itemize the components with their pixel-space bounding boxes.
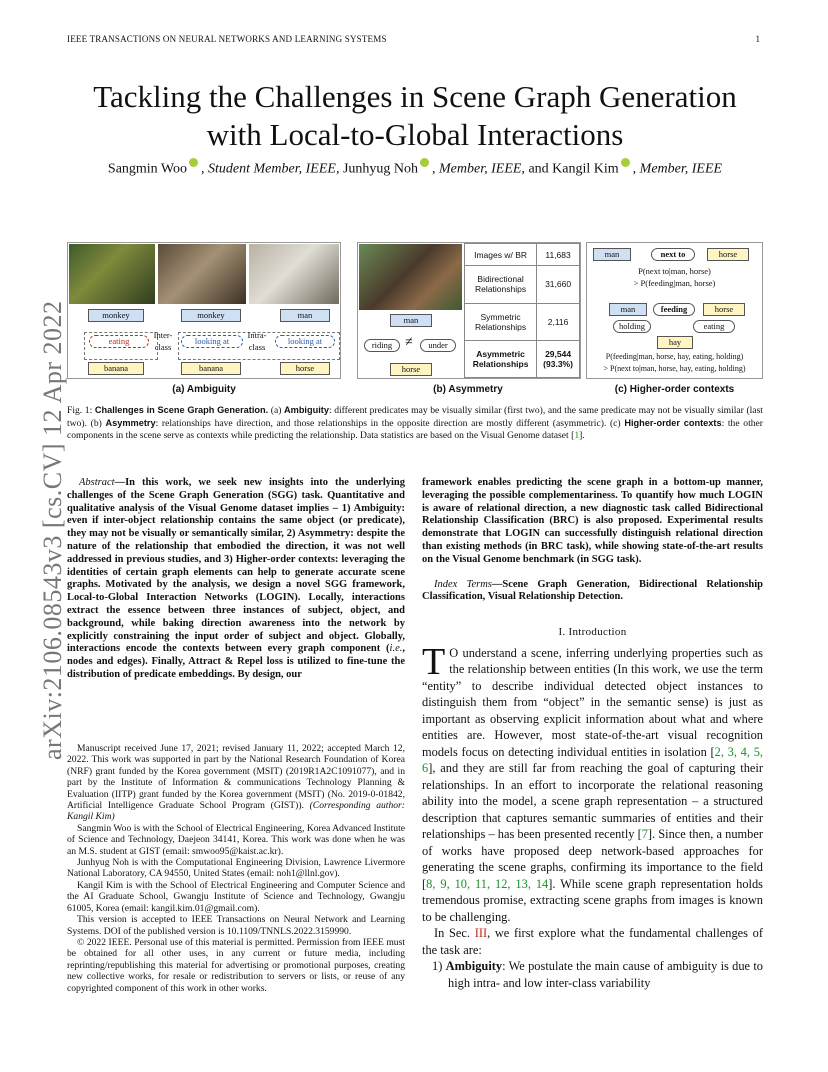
- table-row: [465, 244, 580, 266]
- page-number: 1: [755, 34, 760, 44]
- title-line-1: Tackling the Challenges in Scene Graph Generation: [93, 79, 737, 114]
- right-column: [422, 477, 763, 991]
- footnotes: [67, 743, 405, 994]
- citation-link[interactable]: 7: [641, 827, 648, 842]
- orcid-icon[interactable]: [621, 158, 630, 167]
- node-subject: man: [593, 248, 631, 261]
- abstract-text-left: —In this work, we seek new insights into the underlying challenges of the Scene Graph Generation (SGG) task. Quantitative and qualitative analysis of the Visual Genome dataset implies – 1) Ambiguity: even if inter-object relationship contains the same object (or predicate), they may not be visually or semantically similar, 2) Asymmetry: despite the nature of the relationship that embodied the direction, it was not well addressed in previous studies, and 3) Higher-order contexts: leveraging the identities of certain graph elements can help to generate accurate scene graphs. Motivated by the analysis, we design a novel SGG framework, Local-to-Global Interaction Networks (LOGIN). Locally, interactions extract the essence between three instances of subject, object, and background, while baking direction awareness into the network by explicitly constraining the input order of subject and object. Globally, interactions encode the contexts between every graph component (: [67, 477, 405, 655]
- arxiv-stamp: arXiv:2106.08543v3 [cs.CV] 12 Apr 2022: [38, 300, 67, 760]
- list-text: : We postulate the main cause of ambiguity is due to high intra- and low inter-class variability: [448, 959, 763, 990]
- footnote-text: Manuscript received June 17, 2021; revised January 11, 2022; accepted March 12, 2022. This work was supported in part by the National Research Foundation of Korea (NRF) grant funded by the Korea government (MSIT) (2019R1A2C1091077), and in part by the Institute of Information & communications Technology Planning & Evaluation (IITP) grant funded by the Korea government (MSIT) (No. 2019-0-01842, Artificial Intelligence Graduate School Program (GIST)).: [67, 743, 405, 812]
- table-cell-value: 11,683: [537, 244, 580, 266]
- section-heading: I. Introduction: [558, 626, 627, 639]
- caption-title: Challenges in Scene Graph Generation.: [94, 405, 269, 415]
- abstract-left: [67, 477, 405, 682]
- intra-class-label: Intra- class: [247, 330, 267, 352]
- node-object: horse: [390, 363, 432, 376]
- caption-b-term: Asymmetry: [105, 418, 156, 428]
- node-subject: monkey: [88, 309, 144, 322]
- monkey-photo-1: [69, 244, 155, 304]
- drop-cap: T: [422, 640, 446, 683]
- footnote-version: This version is accepted to IEEE Transactions on Neural Network and Learning Systems. DOI of the published version is 10.1109/TNNLS.2022.3159990.: [67, 914, 405, 937]
- caption-a-term: Ambiguity: [284, 405, 329, 415]
- paper-title: [60, 78, 770, 154]
- figure-caption: [67, 404, 763, 442]
- list-number: 1): [432, 959, 443, 974]
- horse-photo: [249, 244, 339, 304]
- node-object: horse: [703, 303, 745, 316]
- intro-paragraph-1: [422, 640, 763, 926]
- context-node: holding: [613, 320, 651, 333]
- node-subject: man: [609, 303, 647, 316]
- node-predicate: next to: [651, 248, 695, 261]
- node-subject: man: [280, 309, 330, 322]
- node-predicate: feeding: [653, 303, 695, 316]
- caption-a: (a): [270, 405, 282, 416]
- node-subject: monkey: [181, 309, 241, 322]
- author-1: Sangmin Woo: [107, 161, 188, 177]
- node-predicate: eating: [89, 335, 149, 348]
- not-equal-sign: ≠: [405, 335, 413, 350]
- section-link[interactable]: III: [474, 926, 488, 941]
- orcid-icon[interactable]: [189, 158, 198, 167]
- abstract-label: Abstract: [79, 477, 115, 488]
- table-cell-label: Symmetric Relationships: [465, 303, 537, 340]
- table-cell-label: Images w/ BR: [465, 244, 537, 266]
- intro-text-c: ]. Since then, a number of works have proposed deep network-based approaches for generating the scene graphs, confirming its importance to the field [: [422, 827, 763, 891]
- node-subject: man: [390, 314, 432, 327]
- citation-link[interactable]: 2, 3, 4, 5, 6: [422, 744, 763, 776]
- riding-photo: [359, 244, 462, 310]
- abstract: [67, 477, 405, 682]
- author-2-role: Member, IEEE,: [439, 161, 525, 177]
- corresponding-author: (Corresponding author: Kangil Kim): [67, 800, 405, 823]
- caption-c-term: Higher-order contexts: [624, 418, 722, 428]
- figure-panel-c-caption: (c) Higher-order contexts: [614, 384, 735, 395]
- node-object: horse: [707, 248, 749, 261]
- table-cell-value: 31,660: [537, 266, 580, 303]
- table-cell-value: 2,116: [537, 303, 580, 340]
- challenge-list-item: [422, 958, 763, 991]
- abstract-right: framework enables predicting the scene graph in a bottom-up manner, leveraging the possible complementariness. To quantify how much LOGIN is aware of relational direction, a new diagnostic task called Bidirectional Relationship Classification (BRC) is also proposed. Experimental results demonstrate that LOGIN can successfully distinguish relational direction than existing methods (in BRC task), while showing state-of-the-art results on the Visual Genome benchmark (in SGG task).: [422, 477, 763, 565]
- citation-link[interactable]: 1: [574, 430, 580, 441]
- intro-p2-b: , we first explore what the fundamental challenges of the task are:: [422, 926, 763, 957]
- caption-a-text: : different predicates may be visually similar (first two), and the same predicate may not be visually similar (last two). (b): [67, 405, 763, 429]
- caption-label: Fig. 1:: [67, 405, 93, 416]
- index-terms: [422, 579, 763, 605]
- table-cell-value: 29,544 (93.3%): [537, 340, 580, 377]
- table-cell-label: Asymmetric Relationships: [465, 340, 537, 377]
- caption-b-text: : relationships have direction, and those relationships in the opposite direction are mostly different (asymmetric). (c): [155, 418, 621, 429]
- index-terms-label: Index Terms: [434, 578, 492, 590]
- orcid-icon[interactable]: [420, 158, 429, 167]
- intro-p2-a: In Sec.: [434, 926, 475, 941]
- relationship-stats-table: [464, 243, 580, 378]
- title-line-2: with Local-to-Global Interactions: [206, 117, 624, 152]
- author-1-role: Student Member, IEEE,: [208, 161, 340, 177]
- abstract-text-left-end: , nodes and edges). Finally, Attract & Repel loss is utilized to fine-tune the distribution of predicate embeddings. By design, our: [67, 643, 405, 680]
- author-2: Junhyug Noh: [342, 161, 419, 177]
- node-object: banana: [88, 362, 144, 375]
- figure-panel-a-caption: (a) Ambiguity: [172, 384, 236, 395]
- probability-3: P(feeding|man, horse, hay, eating, holding): [605, 352, 744, 361]
- citation-link[interactable]: 8, 9, 10, 11, 12, 13, 14: [426, 876, 549, 891]
- footnote-manuscript: [67, 743, 405, 823]
- probability-4: > P(next to|man, horse, hay, eating, holding): [603, 364, 746, 373]
- inter-class-label: Inter- class: [153, 330, 173, 352]
- footnote-author-3: Kangil Kim is with the School of Electrical Engineering and Computer Science and the AI Graduate School, Gwangju Institute of Science and Technology, Gwangju 61005, Korea (email: kangil.kim.01@gmail.com).: [67, 879, 405, 914]
- figure-panel-b: [357, 242, 581, 379]
- footnote-author-2: Junhyug Noh is with the Computational Engineering Division, Lawrence Livermore National Laboratory, CA 94550, United States (email: noh1@llnl.gov).: [67, 857, 405, 880]
- node-predicate: looking at: [181, 335, 243, 348]
- table-row: [465, 340, 580, 377]
- probability-2: > P(feeding|man, horse): [633, 278, 716, 288]
- table-row: [465, 303, 580, 340]
- authors: Sangmin Woo , Student Member, IEEE, Junhyug Noh , Member, IEEE, and Kangil Kim , Member, IEEE: [60, 158, 770, 178]
- figure-panel-b-caption: (b) Asymmetry: [433, 384, 503, 395]
- author-3: Kangil Kim: [552, 161, 619, 177]
- table-cell-label: Bidirectional Relationships: [465, 266, 537, 303]
- figure-panel-a: [67, 242, 341, 379]
- node-object: banana: [181, 362, 241, 375]
- list-term: Ambiguity: [445, 959, 503, 974]
- node-predicate: riding: [364, 339, 400, 352]
- footnote-author-1: Sangmin Woo is with the School of Electrical Engineering, Korea Advanced Institute of Science and Technology, Daejeon 34141, Korea. This work was done when he was an M.S. student at GIST (email: smwoo95@kaist.ac.kr).: [67, 822, 405, 857]
- table-row: [465, 266, 580, 303]
- intro-text-a: O understand a scene, inferring underlying properties such as the relationship between entities (In this work, we use the term “entity” to describe individual detected object instances to distinguish them from “object” in the semantic sense) is just as important as observing explicit information about what and where entities are. However, most state-of-the-art visual recognition models focus on detecting individual entities in isolation [: [422, 645, 763, 759]
- node-predicate: looking at: [275, 335, 335, 348]
- author-3-role: Member, IEEE: [639, 161, 723, 177]
- monkey-photo-2: [158, 244, 246, 304]
- context-node: hay: [657, 336, 693, 349]
- intro-text-d: ]. While scene graph representation holds tremendous promise, extracting scene graphs from images is known to be challenging.: [422, 876, 763, 924]
- caption-c-text: : the other components in the scene serve as contexts while predicting the relationship. Data statistics are based on the Visual Genome dataset [: [67, 418, 763, 441]
- figure-panel-c: [586, 242, 763, 379]
- index-terms-text: —Scene Graph Generation, Bidirectional Relationship Classification, Visual Relationship Detection.: [422, 578, 763, 603]
- running-head: IEEE TRANSACTIONS ON NEURAL NETWORKS AND LEARNING SYSTEMS: [67, 34, 387, 44]
- context-node: eating: [693, 320, 735, 333]
- and-text: and: [528, 161, 549, 177]
- intro-text-b: ], and they are still far from reaching the goal of capturing their relationships. In an effort to incorporate the relational reasoning ability into the model, a scene graph representation – a structured description that captures semantic summaries of entities and their relationships – has been presented recently [: [422, 761, 763, 842]
- intro-paragraph-2: [422, 925, 763, 958]
- node-predicate: under: [420, 339, 456, 352]
- abstract-ie: i.e.: [389, 643, 403, 655]
- node-object: horse: [280, 362, 330, 375]
- caption-end: ].: [579, 430, 585, 441]
- probability-1: P(next to|man, horse): [638, 266, 711, 276]
- footnote-copyright: © 2022 IEEE. Personal use of this material is permitted. Permission from IEEE must be obtained for all other uses, in any current or future media, including reprinting/republishing this material for advertising or promotional purposes, creating new collective works, for resale or redistribution to servers or lists, or reuse of any copyrighted component of this work in other works.: [67, 936, 405, 994]
